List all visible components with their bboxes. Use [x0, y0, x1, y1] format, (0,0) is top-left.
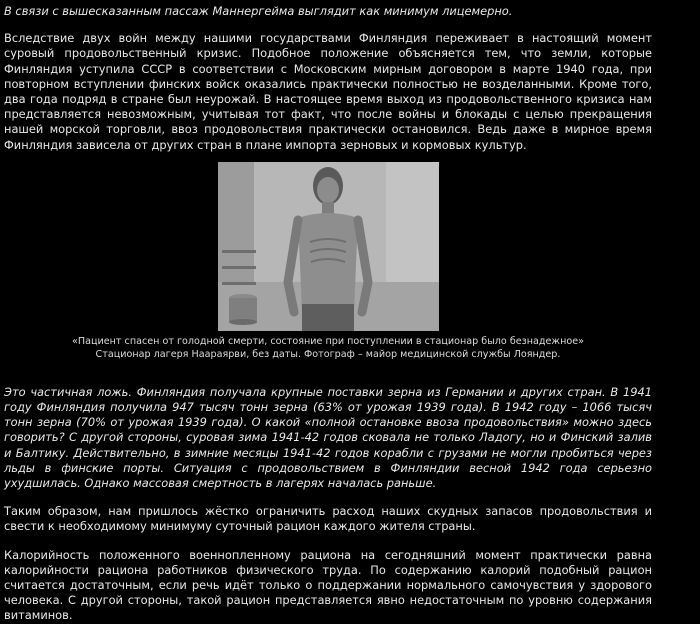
ration-paragraph: Таким образом, нам пришлось жёстко ограничить расход наших скудных запасов продовольствия и свести к необходимому минимуму суточный рацион каждого жителя страны. [4, 504, 652, 534]
figure [4, 162, 652, 361]
calorie-paragraph: Калорийность положенного военнопленному рациона на сегодняшний момент практически равна калорийности рациона работников физического труда. По содержанию калорий подобный рацион считается достаточным, если речь идёт только о поддержании нормального самочувствия у здорового человека. С другой стороны, такой рацион представляется явно недостаточным по уровню содержания витаминов. [4, 547, 652, 623]
photo-caption [4, 335, 652, 361]
photo-illustration [218, 162, 439, 331]
caption-line-1: «Пациент спасен от голодной смерти, состояние при поступлении в стационар было безнадежное» [72, 335, 584, 347]
historical-photo [218, 162, 439, 331]
crisis-paragraph: Вследствие двух войн между нашими государствами Финляндия переживает в настоящий момент суровый продовольственный кризис. Подобное положение объясняется тем, что земли, которые Финляндия уступила СССР в соответствии с Московским мирным договором в марте 1940 года, при повторном вступлении финских войск оказались практически полностью не возделанными. Кроме того, два года подряд в стране был неурожай. В настоящее время выход из продовольственного кризиса нам представляется невозможным, учитывая тот факт, что после войны и блокады с целью прекращения нашей морской торговли, ввоз продовольствия практически остановился. Ведь даже в мирное время Финляндия зависела от других стран в плане импорта зерновых и кормовых культур. [4, 31, 652, 152]
caption-line-2: Стационар лагеря Наараярви, без даты. Фотограф – майор медицинской службы Лояндер. [95, 348, 561, 360]
article [4, 4, 652, 624]
lie-paragraph: Это частичная ложь. Финляндия получала крупные поставки зерна из Германии и других стран. В 1941 году Финляндия получила 947 тысяч тонн зерна (63% от урожая 1939 года). В 1942 году – 1066 тысяч тонн зерна (70% от урожая 1939 года). О какой «полной остановке ввоза продовольствия» можно здесь говорить? С другой стороны, суровая зима 1941-42 годов сковала не только Ладогу, но и Финский залив и Балтику. Действительно, в зимние месяцы 1941-42 годов корабли с грузами не могли пробиться через льды в финские порты. Ситуация с продовольствием в Финляндии весной 1942 года серьезно ухудшилась. Однако массовая смертность в лагерях началась раньше. [4, 384, 652, 491]
intro-text: В связи с вышесказанным пассаж Маннергейма выглядит как минимум лицемерно. [4, 4, 513, 18]
